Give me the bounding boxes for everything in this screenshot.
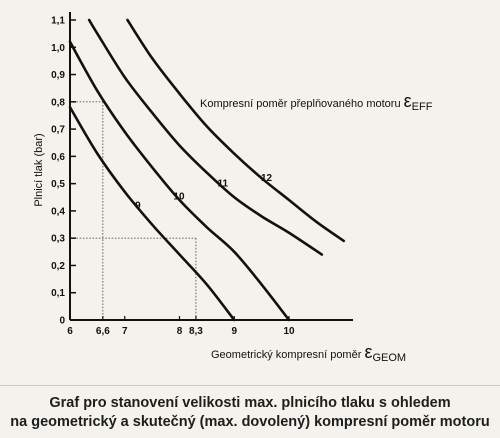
series-label-10: 10 — [173, 191, 185, 203]
y-tick-label: 0,6 — [51, 151, 65, 163]
x-tick-label: 10 — [283, 326, 295, 337]
caption-line-2: na geometrický a skutečný (max. dovolený) kompresní poměr motoru — [10, 414, 490, 430]
y-tick-label: 1,1 — [51, 15, 65, 27]
y-tick-label: 0,1 — [51, 288, 65, 300]
x-tick-label: 6,6 — [95, 326, 110, 337]
y-tick-label: 0,3 — [51, 233, 65, 245]
y-tick-label: 0,8 — [51, 97, 65, 109]
y-tick-label: 1,0 — [51, 42, 65, 54]
y-tick-label: 0,9 — [51, 70, 65, 82]
chart-labels — [33, 91, 433, 364]
reference-lines — [70, 102, 196, 320]
x-tick-label: 9 — [231, 326, 238, 337]
y-tick-label: 0,4 — [51, 206, 65, 218]
series-line-11 — [89, 20, 322, 255]
x-tick-label: 8 — [176, 326, 183, 337]
y-tick-label: 0,5 — [51, 179, 65, 191]
series-label-9: 9 — [135, 200, 141, 212]
series-label-12: 12 — [261, 172, 273, 184]
series-label-11: 11 — [217, 178, 229, 190]
legend-effective-ratio: Kompresní poměr přeplňovaného motoru εEFF — [200, 91, 433, 113]
series-line-9 — [70, 107, 234, 320]
legend-geometric-ratio: Geometrický kompresní poměr εGEOM — [211, 342, 407, 364]
caption-separator — [0, 385, 500, 386]
x-tick-label: 7 — [121, 326, 128, 337]
y-tick-label: 0,7 — [51, 124, 65, 136]
y-axis-title: Plnicí tlak (bar) — [33, 133, 45, 207]
y-tick-label: 0,2 — [51, 260, 65, 272]
y-tick-label: 0 — [59, 315, 65, 327]
chart-curves — [70, 20, 344, 320]
series-line-12 — [127, 20, 343, 241]
x-tick-label: 6 — [67, 326, 73, 337]
caption-line-1: Graf pro stanovení velikosti max. plnicího tlaku s ohledem — [49, 395, 451, 411]
x-tick-label: 8,3 — [188, 326, 203, 337]
